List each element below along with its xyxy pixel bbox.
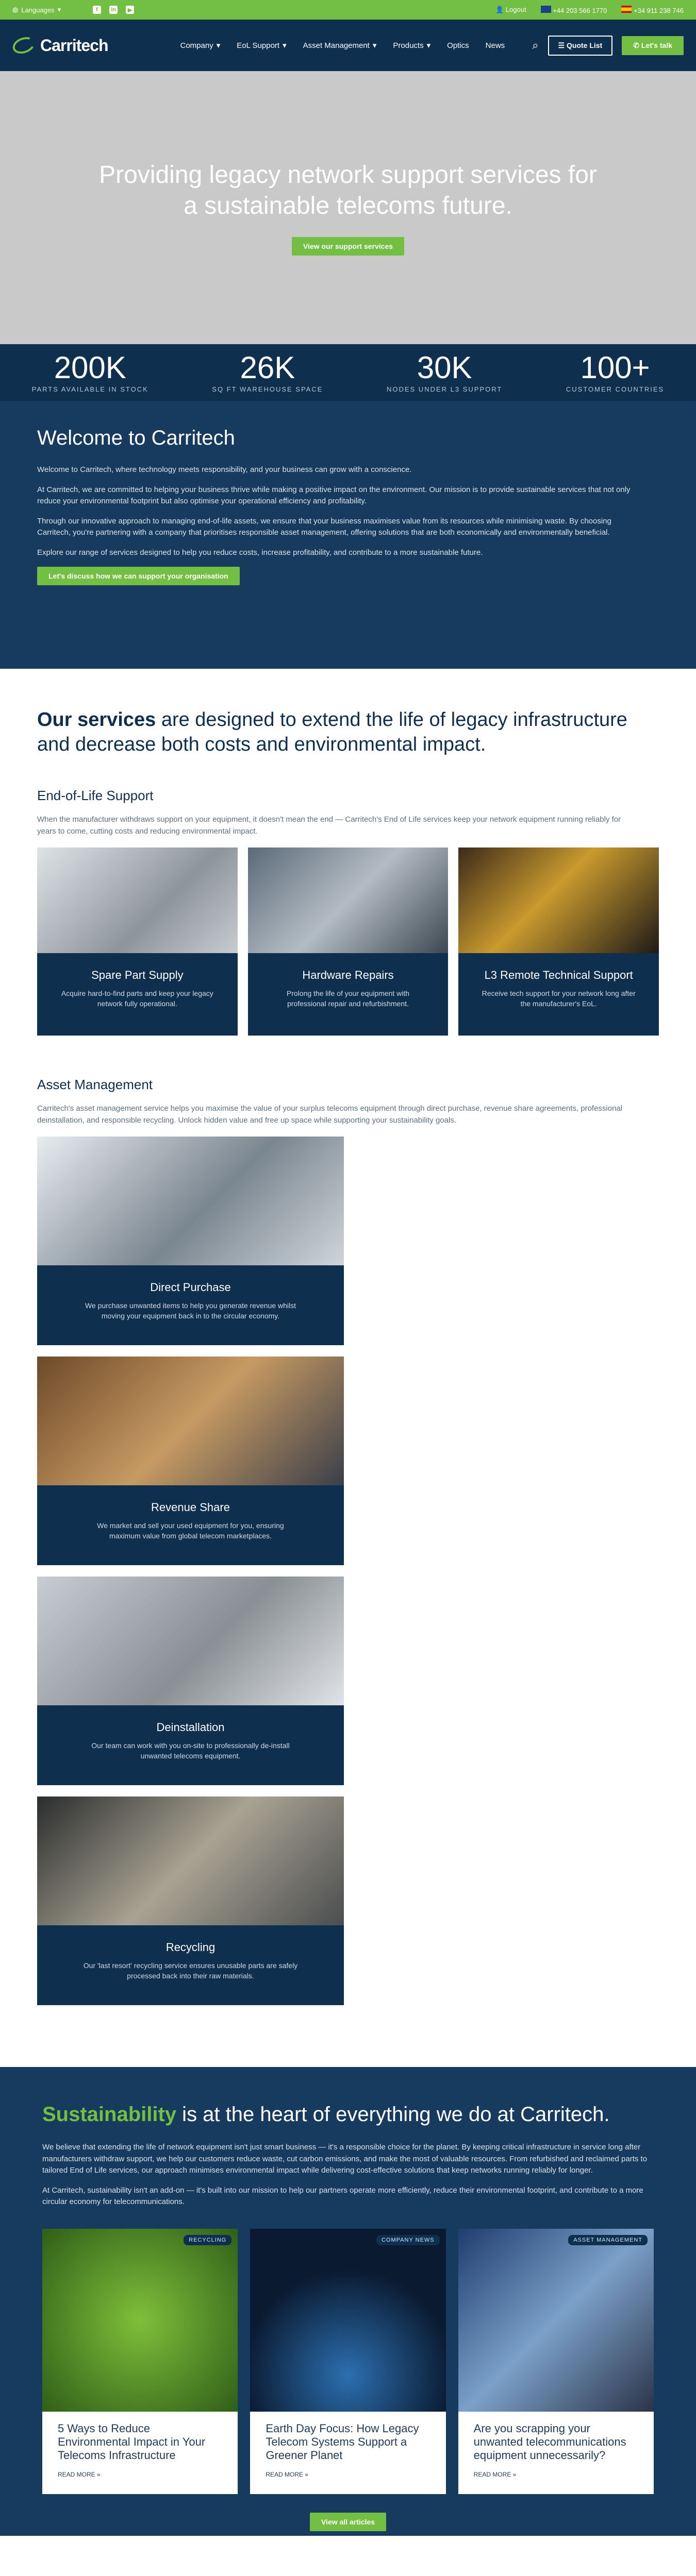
stat-parts: 200K PARTS AVAILABLE IN STOCK xyxy=(31,350,148,393)
eol-support-heading: End-of-Life Support xyxy=(37,788,154,803)
news-card[interactable]: ASSET MANAGEMENT Are you scrapping your unwanted telecommunications equipment unnecessarily? READ MORE » xyxy=(458,2229,654,2494)
eol-support-intro: When the manufacturer withdraws support on your equipment, it doesn't mean the end — Carritech's End of Life services keep your network equipment running reliably for years to come, cutting costs and reducing environmental impact. xyxy=(37,815,621,836)
nav-item-eol-support[interactable]: EoL Support ▾ xyxy=(237,41,287,50)
language-selector[interactable]: ◍ Languages ▾ xyxy=(12,6,61,14)
news-image-moss xyxy=(42,2229,238,2412)
deinstallation-image xyxy=(37,1577,344,1705)
view-all-articles-button[interactable]: View all articles xyxy=(310,2513,386,2531)
user-icon: 👤 xyxy=(495,6,506,13)
service-card-spare-parts[interactable]: Spare Part Supply Acquire hard-to-find parts and keep your legacy network fully operational. xyxy=(37,848,238,1036)
news-card[interactable]: COMPANY NEWS Earth Day Focus: How Legacy Telecom Systems Support a Greener Planet READ MORE » xyxy=(250,2229,445,2494)
chat-icon: ✆ xyxy=(633,41,641,49)
nav-item-news[interactable]: News xyxy=(485,41,505,50)
linkedin-icon[interactable]: in xyxy=(109,6,118,14)
nav-item-products[interactable]: Products ▾ xyxy=(393,41,431,50)
logo-mark-icon xyxy=(10,34,37,56)
l3-support-image xyxy=(458,848,659,953)
phone-es[interactable]: +34 911 238 746 xyxy=(621,6,684,14)
services-title: Our services are designed to extend the life of legacy infrastructure and decrease both costs and environmental impact. xyxy=(37,709,627,755)
chevron-down-icon: ▾ xyxy=(216,41,221,50)
services-section xyxy=(0,669,696,2005)
welcome-paragraph: Explore our range of services designed to help you reduce costs, increase profitability, and contribute to a more sustainable future. xyxy=(37,548,483,557)
service-card-recycling[interactable]: Recycling Our 'last resort' recycling service ensures unusable parts are safely processed back into their raw materials. xyxy=(37,1797,344,2005)
sustainability-paragraph: At Carritech, sustainability isn't an add-on — it's built into our mission to help our partners operate more efficiently, reduce their environmental footprint, and contribute to a more circular economy for telecommunications. xyxy=(42,2185,643,2206)
welcome-paragraph: At Carritech, we are committed to helping your business thrive while making a positive impact on the environment. Our mission is to provide sustainable services that not only reduce your environmental footprint but also optimise your operational efficiency and profitability. xyxy=(37,485,631,505)
hero-title: Providing legacy network support services for a sustainable telecoms future. xyxy=(99,161,597,219)
news-image-cables xyxy=(458,2229,654,2412)
lets-talk-button[interactable]: ✆ Let's talk xyxy=(622,36,684,55)
search-icon[interactable]: ⌕ xyxy=(532,39,539,52)
service-card-direct-purchase[interactable]: Direct Purchase We purchase unwanted items to help you generate revenue whilst moving your equipment back in to the circular economy. xyxy=(37,1137,344,1345)
welcome-section xyxy=(0,401,696,669)
read-more-link[interactable]: READ MORE » xyxy=(266,2470,309,2478)
main-navigation xyxy=(0,20,696,71)
welcome-paragraph: Through our innovative approach to managing end-of-life assets, we ensure that your business maximises value from its resources while minimising waste. By choosing Carritech, you're partnering with a company that prioritises responsible asset management, offering solutions that are both economically and environmentally beneficial. xyxy=(37,516,611,537)
hero-banner xyxy=(0,71,696,344)
nav-item-asset-management[interactable]: Asset Management ▾ xyxy=(303,41,377,50)
nav-menu xyxy=(180,41,505,50)
news-card[interactable]: RECYCLING 5 Ways to Reduce Environmental Impact in Your Telecoms Infrastructure READ MORE » xyxy=(42,2229,238,2494)
read-more-link[interactable]: READ MORE » xyxy=(473,2470,517,2478)
spare-parts-image xyxy=(37,848,238,953)
service-card-l3-support[interactable]: L3 Remote Technical Support Receive tech support for your network long after the manufacturer's EoL. xyxy=(458,848,659,1036)
nav-item-company[interactable]: Company ▾ xyxy=(180,41,221,50)
sustainability-title: Sustainability is at the heart of everything we do at Carritech. xyxy=(42,2103,610,2126)
direct-purchase-image xyxy=(37,1137,344,1265)
asset-management-intro: Carritech's asset management service helps you maximise the value of your surplus telecoms equipment through direct purchase, revenue share agreements, professional deinstallation, and responsible recycling. Unlock hidden value and free up space while supporting your sustainability goals. xyxy=(37,1104,623,1125)
service-card-revenue-share[interactable]: Revenue Share We market and sell your used equipment for you, ensuring maximum value from global telecom marketplaces. xyxy=(37,1357,344,1565)
carritech-logo[interactable]: Carritech xyxy=(12,36,108,55)
chevron-down-icon: ▾ xyxy=(426,41,431,50)
logout-link[interactable]: 👤 Logout xyxy=(495,6,526,13)
category-badge: COMPANY NEWS xyxy=(376,2235,440,2245)
chevron-down-icon: ▾ xyxy=(372,41,377,50)
category-badge: ASSET MANAGEMENT xyxy=(568,2235,648,2245)
welcome-paragraph: Welcome to Carritech, where technology meets responsibility, and your business can grow with a conscience. xyxy=(37,465,412,474)
stat-countries: 100+ CUSTOMER COUNTRIES xyxy=(566,350,665,393)
stats-bar xyxy=(0,344,696,401)
discuss-support-button[interactable]: Let's discuss how we can support your organisation xyxy=(37,567,240,585)
service-card-deinstallation[interactable]: Deinstallation Our team can work with you on-site to professionally de-install unwanted telecoms equipment. xyxy=(37,1577,344,1785)
recycling-image xyxy=(37,1797,344,1925)
view-support-services-button[interactable]: View our support services xyxy=(292,237,404,256)
facebook-icon[interactable]: f xyxy=(93,6,101,14)
nav-item-optics[interactable]: Optics xyxy=(447,41,469,50)
uk-flag-icon xyxy=(541,6,551,13)
globe-icon: ◍ xyxy=(12,6,19,13)
welcome-title: Welcome to Carritech xyxy=(37,427,235,449)
spain-flag-icon xyxy=(621,6,632,13)
social-links xyxy=(93,6,134,14)
chevron-down-icon: ▾ xyxy=(283,41,287,50)
stat-nodes: 30K NODES UNDER L3 SUPPORT xyxy=(386,350,503,393)
youtube-icon[interactable]: ▶ xyxy=(126,6,134,14)
read-more-link[interactable]: READ MORE » xyxy=(58,2470,101,2478)
asset-management-heading: Asset Management xyxy=(37,1077,153,1092)
top-bar xyxy=(0,0,696,20)
stat-warehouse: 26K SQ FT WAREHOUSE SPACE xyxy=(212,350,323,393)
hardware-repairs-image xyxy=(248,848,449,953)
sustainability-paragraph: We believe that extending the life of network equipment isn't just smart business — it's a responsible choice for the planet. By keeping critical infrastructure in service long after manufacturers withdraw support, we help our customers reduce waste, cut carbon emissions, and make the most of valuable resources. From refurbished and reclaimed parts to tailored End of Life services, our approach minimises environmental impact while delivering cost-effective solutions that keep networks running reliably for longer. xyxy=(42,2143,648,2175)
eol-announcements-section xyxy=(0,2536,696,2576)
news-image-earth xyxy=(250,2229,445,2412)
phone-uk[interactable]: +44 203 566 1770 xyxy=(541,6,607,14)
category-badge: RECYCLING xyxy=(184,2235,231,2245)
revenue-share-image xyxy=(37,1357,344,1485)
list-icon: ☰ xyxy=(558,41,567,49)
sustainability-section xyxy=(0,2067,696,2536)
service-card-hardware-repairs[interactable]: Hardware Repairs Prolong the life of your equipment with professional repair and refurbishment. xyxy=(248,848,449,1036)
quote-list-button[interactable]: ☰ Quote List xyxy=(548,36,613,56)
